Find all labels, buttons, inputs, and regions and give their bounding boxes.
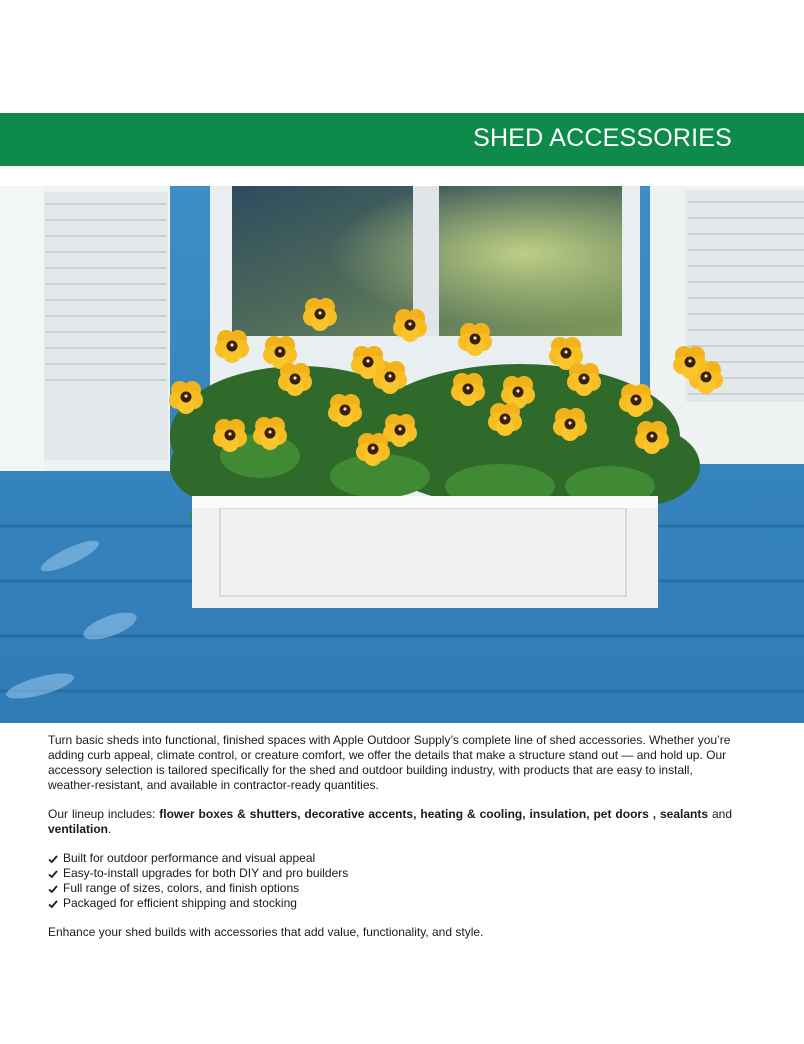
- lineup-lead: Our lineup includes:: [48, 807, 160, 821]
- check-icon: [48, 869, 58, 879]
- list-item: [48, 896, 732, 911]
- check-icon: [48, 884, 58, 894]
- lineup-joiner: and: [708, 807, 733, 821]
- lineup-items: flower boxes & shutters, decorative accents, heating & cooling, insulation, pet doors , sealants: [159, 807, 709, 821]
- feature-text: Packaged for efficient shipping and stocking: [63, 896, 297, 910]
- page-title: SHED ACCESSORIES: [473, 124, 732, 152]
- feature-text: Built for outdoor performance and visual appeal: [63, 851, 316, 865]
- lineup-last: ventilation: [48, 822, 109, 836]
- body-copy: [48, 733, 732, 954]
- check-icon: [48, 854, 58, 864]
- lineup-end: .: [108, 822, 112, 836]
- lineup-paragraph: [48, 807, 732, 837]
- feature-list: [48, 851, 732, 911]
- check-icon: [48, 899, 58, 909]
- feature-text: Full range of sizes, colors, and finish options: [63, 881, 300, 895]
- feature-text: Easy-to-install upgrades for both DIY and pro builders: [63, 866, 349, 880]
- intro-paragraph: Turn basic sheds into functional, finished spaces with Apple Outdoor Supply’s complete line of shed accessories. Whether you’re adding curb appeal, climate control, or creature comfort, we offer the details that make a structure stand out — and hold up. Our accessory selection is tailored specifically for the shed and outdoor building industry, with products that are easy to install, weather-resistant, and available in contractor-ready quantities.: [48, 733, 731, 792]
- closing-paragraph: Enhance your shed builds with accessories that add value, functionality, and style.: [48, 925, 484, 939]
- list-item: [48, 866, 732, 881]
- list-item: [48, 851, 732, 866]
- hero-photo: [0, 186, 804, 723]
- header-banner: [0, 113, 804, 166]
- list-item: [48, 881, 732, 896]
